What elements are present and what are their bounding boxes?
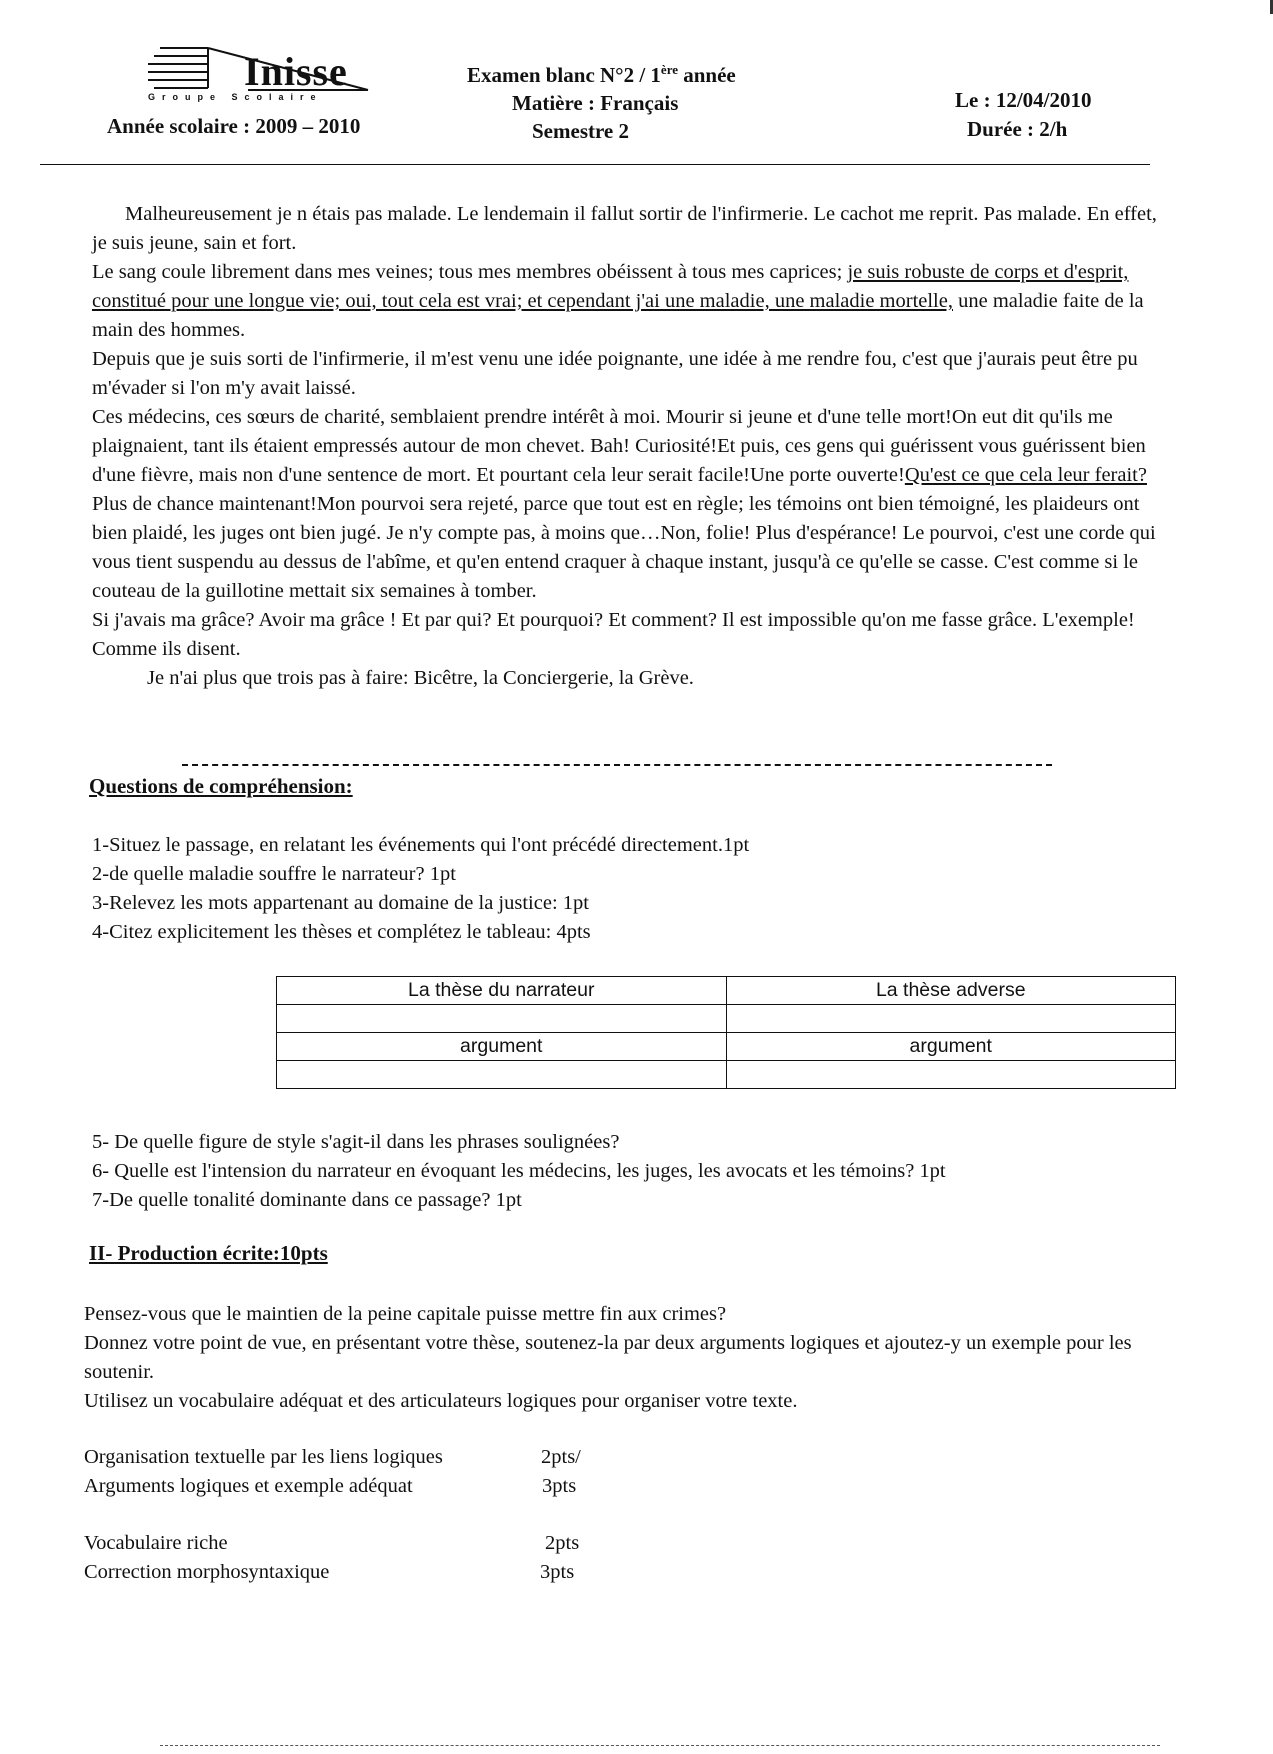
production-line: Donnez votre point de vue, en présentant votre thèse, soutenez-la par deux arguments logiques et ajoutez-y un exemple pour les soutenir.	[84, 1332, 1132, 1383]
production-heading: II- Production écrite:10pts	[89, 1241, 328, 1265]
production-instructions	[84, 1300, 1174, 1416]
comprehension-heading: Questions de compréhension:	[89, 774, 353, 798]
question-5: 5- De quelle figure de style s'agit-il dans les phrases soulignées?	[92, 1131, 620, 1153]
questions-1-4	[92, 831, 749, 947]
passage-paragraph: Si j'avais ma grâce? Avoir ma grâce ! Et par qui? Et pourquoi? Et comment? Il est impossible qu'on me fasse grâce. L'exemple! Comme ils disent.	[92, 609, 1135, 660]
table-cell-empty[interactable]	[277, 1005, 727, 1033]
exam-subject: Matière : Français	[512, 91, 679, 115]
table-cell-argument: argument	[726, 1033, 1176, 1061]
header-divider	[40, 164, 1150, 165]
table-row	[277, 1033, 1176, 1061]
table-row	[277, 977, 1176, 1005]
exam-heading	[445, 56, 775, 145]
passage-paragraph: Malheureusement je n étais pas malade. Le lendemain il fallut sortir de l'infirmerie. Le cachot me reprit. Pas malade. En effet, je suis jeune, sain et fort.	[92, 203, 1157, 254]
production-line: Utilisez un vocabulaire adéquat et des articulateurs logiques pour organiser votre texte.	[84, 1390, 798, 1412]
grading-points: 3pts	[540, 1561, 575, 1583]
production-line: Pensez-vous que le maintien de la peine capitale puisse mettre fin aux crimes?	[84, 1303, 727, 1325]
passage-paragraph: Depuis que je suis sorti de l'infirmerie, il m'est venu une idée poignante, une idée à me rendre fou, c'est que j'aurais peut être pu m'évader si l'on m'y avait laissé.	[92, 348, 1138, 399]
question-4: 4-Citez explicitement les thèses et complétez le tableau: 4pts	[92, 921, 591, 943]
grading-label: Correction morphosyntaxique	[84, 1561, 330, 1583]
grading-points: 2pts	[545, 1532, 580, 1554]
grading-label: Arguments logiques et exemple adéquat	[84, 1475, 413, 1497]
underlined-phrase: je suis robuste de corps et d'esprit, constitué pour une longue vie; oui, tout cela est vrai; et cependant j'ai une maladie, une maladie mortelle,	[92, 261, 1129, 312]
table-cell-empty[interactable]	[277, 1061, 727, 1089]
theses-table	[276, 976, 1176, 1089]
grading-label: Vocabulaire riche	[84, 1532, 228, 1554]
logo-subtitle: Groupe Scolaire	[148, 92, 323, 102]
exam-meta	[955, 86, 1092, 144]
logo-name: Inisse	[244, 49, 348, 94]
table-row	[277, 1061, 1176, 1089]
question-6: 6- Quelle est l'intension du narrateur en évoquant les médecins, les juges, les avocats et les témoins? 1pt	[92, 1160, 946, 1182]
passage-paragraph: Plus de chance maintenant!Mon pourvoi sera rejeté, parce que tout est en règle; les témoins ont bien témoigné, les plaideurs ont bien plaidé, les juges ont bien jugé. Je n'y compte pas, à moins que…Non, folie! Plus d'espérance! Le pourvoi, c'est une corde qui vous tient suspendu au dessus de l'abîme, et qu'en entend craquer à chaque instant, jusqu'à ce qu'elle se casse. C'est comme si le couteau de la guillotine mettait six semaines à tomber.	[92, 493, 1156, 602]
question-1: 1-Situez le passage, en relatant les événements qui l'ont précédé directement.1pt	[92, 834, 750, 856]
table-cell-empty[interactable]	[726, 1061, 1176, 1089]
exam-duration: Durée : 2/h	[967, 117, 1068, 141]
exam-title: Examen blanc N°2 / 1ère année	[467, 62, 736, 87]
questions-5-7	[92, 1128, 946, 1215]
table-header-opposing: La thèse adverse	[726, 977, 1176, 1005]
table-header-narrator: La thèse du narrateur	[277, 977, 727, 1005]
reading-passage	[92, 200, 1172, 693]
exam-semester: Semestre 2	[532, 119, 629, 143]
passage-paragraph: Le sang coule librement dans mes veines; tous mes membres obéissent à tous mes caprices; je suis robuste de corps et d'esprit, constitué pour une longue vie; oui, tout cela est vrai; et cependant j'ai une maladie, une maladie mortelle, une maladie faite de la main des hommes.	[92, 261, 1144, 341]
underlined-phrase: Qu'est ce que cela leur ferait?	[904, 464, 1147, 486]
question-3: 3-Relevez les mots appartenant au domaine de la justice: 1pt	[92, 892, 589, 914]
footer-divider	[160, 1745, 1160, 1746]
school-logo	[148, 44, 388, 108]
grading-points: 2pts/	[541, 1446, 581, 1468]
section-divider	[182, 764, 1052, 766]
exam-date: Le : 12/04/2010	[955, 88, 1092, 112]
passage-paragraph: Je n'ai plus que trois pas à faire: Bicêtre, la Conciergerie, la Grève.	[147, 667, 694, 689]
table-row	[277, 1005, 1176, 1033]
grading-points: 3pts	[542, 1475, 577, 1497]
grading-label: Organisation textuelle par les liens logiques	[84, 1446, 443, 1468]
school-year: Année scolaire : 2009 – 2010	[107, 114, 361, 138]
table-cell-argument: argument	[277, 1033, 727, 1061]
table-cell-empty[interactable]	[726, 1005, 1176, 1033]
question-7: 7-De quelle tonalité dominante dans ce passage? 1pt	[92, 1189, 522, 1211]
passage-paragraph: Ces médecins, ces sœurs de charité, semblaient prendre intérêt à moi. Mourir si jeune et d'une telle mort!On eut dit qu'ils me plaignaient, tant ils étaient empressés autour de mon chevet. Bah! Curiosité!Et puis, ces gens qui guérissent vous guérissent bien d'une fièvre, mais non d'une sentence de mort. Et pourtant cela leur serait facile!Une porte ouverte!Qu'est ce que cela leur ferait?	[92, 406, 1147, 486]
question-2: 2-de quelle maladie souffre le narrateur? 1pt	[92, 863, 456, 885]
